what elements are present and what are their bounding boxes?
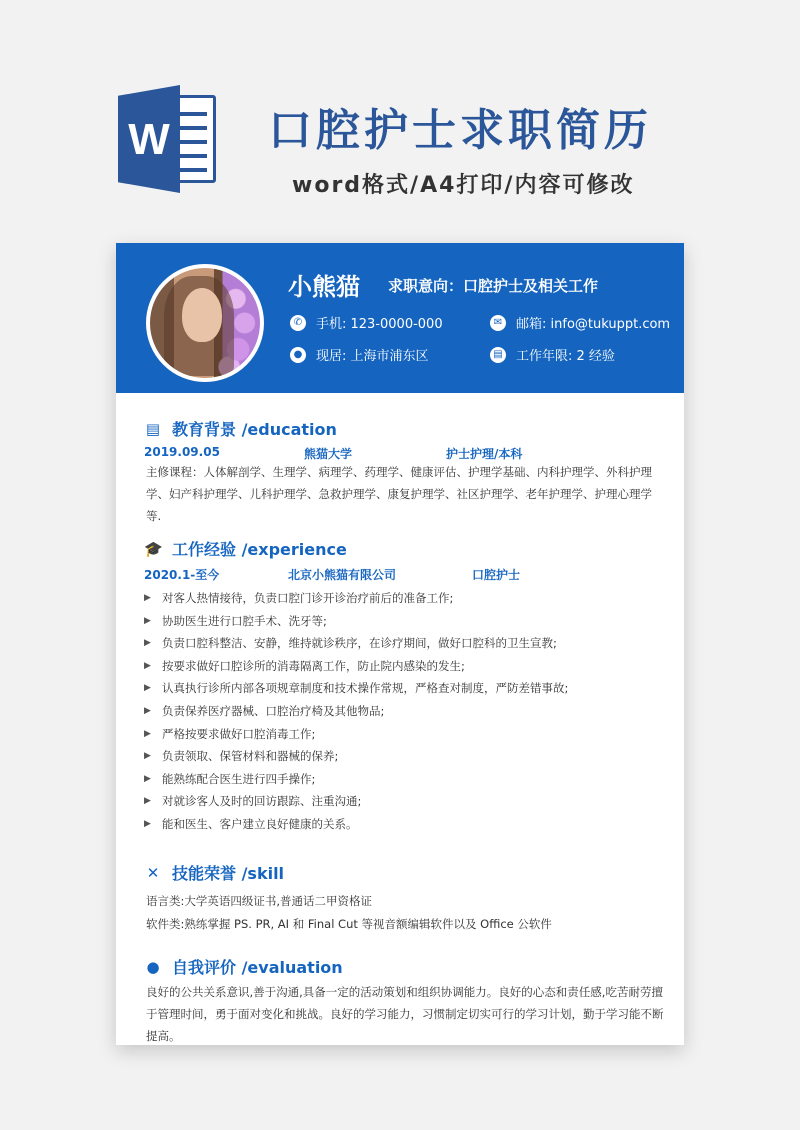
experience-item: [144, 813, 664, 836]
bullet-arrow-icon: ▶: [144, 615, 151, 626]
email-text: 邮箱: info@tukuppt.com: [516, 317, 671, 332]
experience-date: 2020.1-至今: [144, 568, 220, 582]
phone-text: 手机: 123-0000-000: [316, 317, 443, 332]
experience-item-text: 能和医生、客户建立良好健康的关系。: [162, 816, 358, 831]
education-section-title: ▤ 教育背景 /education: [145, 419, 337, 439]
bullet-arrow-icon: ▶: [144, 796, 151, 807]
address-text: 现居: 上海市浦东区: [316, 349, 429, 364]
job-intent: 求职意向：口腔护士及相关工作: [388, 277, 599, 295]
education-school: 熊猫大学: [304, 447, 353, 461]
experience-position: 口腔护士: [472, 568, 521, 582]
evaluation-text: 良好的公共关系意识,善于沟通,具备一定的活动策划和组织协调能力。良好的心态和责任感,吃苦耐劳擅于管理时间，勇于面对变化和挑战。良好的学习能力，习惯制定切实可行的学习计划，勤于学习能不断提高。: [146, 985, 664, 1043]
mail-icon: ✉: [490, 315, 506, 331]
education-courses: 主修课程：人体解剖学、生理学、病理学、药理学、健康评估、护理学基础、内科护理学、外科护理学、妇产科护理学、儿科护理学、急救护理学、康复护理学、社区护理学、老年护理学、护理心理学等.: [146, 465, 652, 523]
experience-item-text: 按要求做好口腔诊所的消毒隔离工作，防止院内感染的发生;: [162, 658, 465, 673]
experience-item-text: 负责保养医疗器械、口腔治疗椅及其他物品;: [162, 703, 385, 718]
experience-list: [144, 587, 664, 836]
word-logo-letter: W: [128, 115, 170, 164]
experience-item: [144, 700, 664, 723]
resume-header: [116, 243, 684, 393]
education-date: 2019.09.05: [144, 445, 220, 459]
bullet-arrow-icon: ▶: [144, 818, 151, 829]
experience-item-text: 对客人热情接待，负责口腔门诊开诊治疗前后的准备工作;: [162, 591, 454, 605]
experience-item-text: 负责领取、保管材料和器械的保养;: [162, 749, 339, 764]
experience-item-text: 认真执行诊所内部各项规章制度和技术操作常规，严格查对制度，严防差错事故;: [162, 681, 569, 696]
education-major: 护士护理/本科: [446, 447, 523, 461]
location-pin-icon: ●: [290, 347, 306, 363]
graduation-cap-icon: 🎓: [144, 539, 163, 558]
bullet-arrow-icon: ▶: [144, 683, 151, 694]
candidate-name: 小熊猫: [288, 273, 360, 301]
experience-item-text: 对就诊客人及时的回访跟踪、注重沟通;: [162, 794, 362, 809]
experience-item: [144, 790, 664, 813]
experience-item: [144, 723, 664, 746]
skill-section-title: ✕ 技能荣誉 /skill: [144, 861, 284, 884]
user-icon: ●: [146, 957, 160, 976]
bullet-arrow-icon: ▶: [144, 751, 151, 762]
word-logo: [118, 85, 228, 193]
phone-icon: ✆: [290, 315, 306, 331]
experience-item: [144, 610, 664, 633]
bullet-arrow-icon: ▶: [144, 773, 151, 784]
experience-item-text: 严格按要求做好口腔消毒工作;: [162, 726, 316, 741]
email-info: [490, 313, 670, 332]
phone-info: [290, 313, 443, 332]
experience-section-title: 🎓 工作经验 /experience: [144, 539, 347, 559]
bullet-arrow-icon: ▶: [144, 660, 151, 671]
experience-item: [144, 677, 664, 700]
book-icon: ▤: [490, 347, 506, 363]
evaluation-section-title: ● 自我评价 /evaluation: [144, 955, 343, 978]
experience-item: [144, 655, 664, 678]
avatar: [146, 264, 264, 382]
experience-item: [144, 768, 664, 791]
years-info: [490, 345, 615, 364]
skill-language: 语言类:大学英语四级证书,普通话二甲资格证: [146, 894, 373, 908]
document-icon: ▤: [145, 419, 161, 438]
bullet-arrow-icon: ▶: [144, 728, 151, 739]
experience-company: 北京小熊猫有限公司: [288, 568, 397, 582]
experience-item: [144, 587, 664, 610]
experience-item-text: 能熟练配合医生进行四手操作;: [162, 771, 316, 786]
tools-icon: ✕: [146, 863, 160, 882]
address-info: [290, 345, 429, 364]
main-title: 口腔护士求职简历: [268, 105, 652, 156]
sub-title: word格式/A4打印/内容可修改: [292, 173, 635, 198]
skill-software: 软件类:熟练掌握 PS. PR, AI 和 Final Cut 等视音额编辑软件以及 Office 公软件: [146, 917, 552, 931]
experience-item: [144, 745, 664, 768]
bullet-arrow-icon: ▶: [144, 593, 151, 603]
experience-item: [144, 632, 664, 655]
experience-item-text: 负责口腔科整洁、安静，维持就诊秩序，在诊疗期间，做好口腔科的卫生宣教;: [162, 636, 557, 651]
bullet-arrow-icon: ▶: [144, 705, 151, 716]
years-text: 工作年限: 2 经验: [516, 349, 615, 364]
bullet-arrow-icon: ▶: [144, 638, 151, 649]
experience-item-text: 协助医生进行口腔手术、洗牙等;: [162, 613, 327, 628]
resume-page: [116, 243, 684, 1045]
